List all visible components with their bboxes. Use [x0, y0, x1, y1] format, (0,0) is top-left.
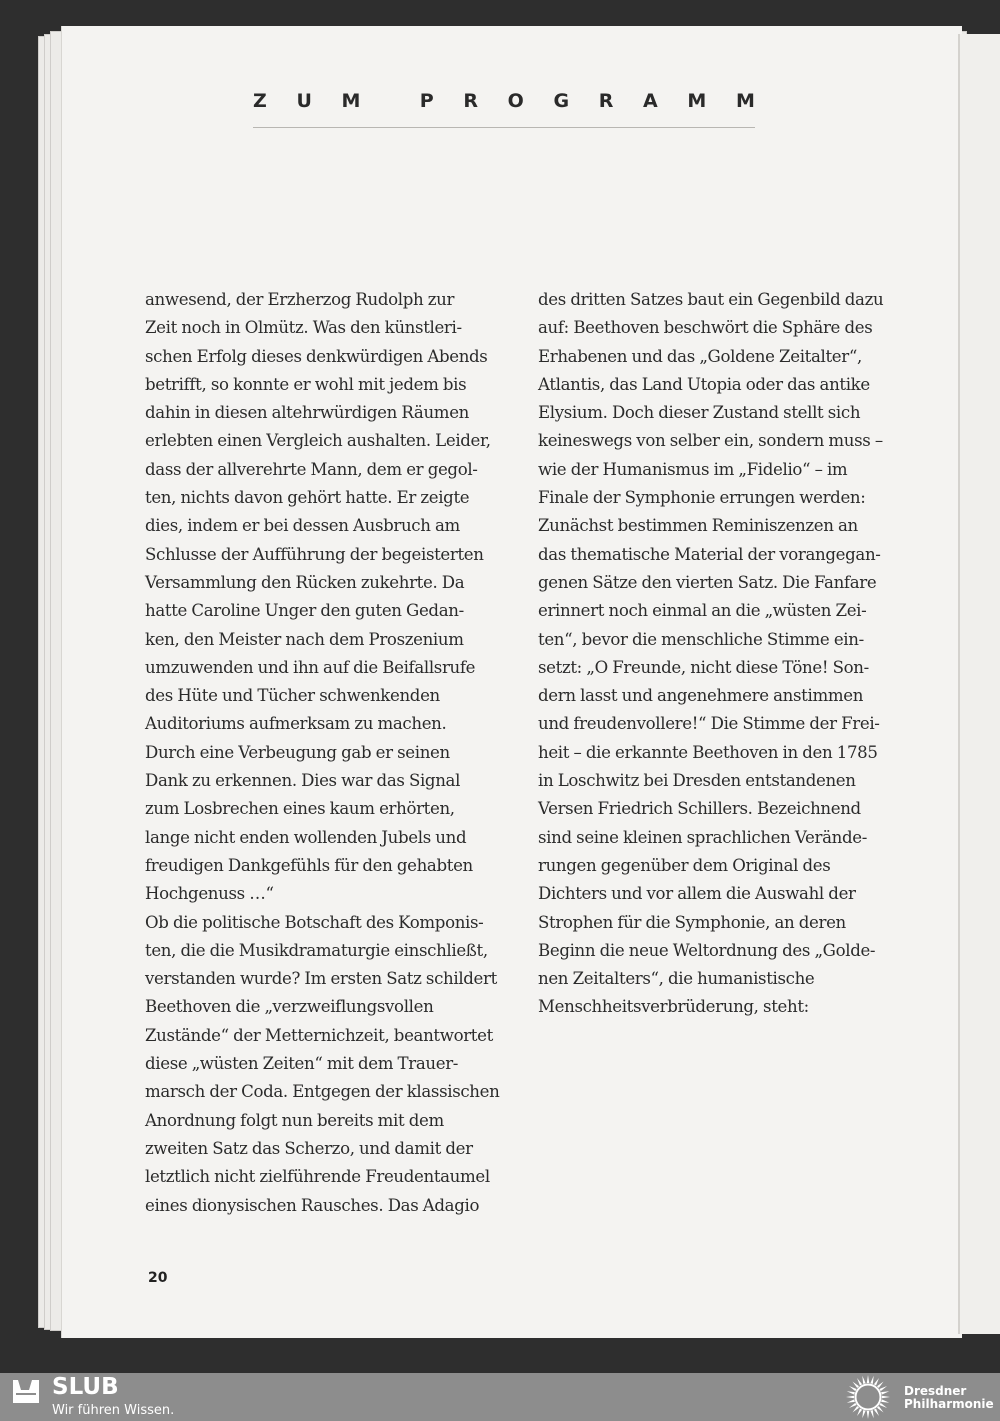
text-line: marsch der Coda. Entgegen der klassischen	[145, 1082, 500, 1102]
text-line: anwesend, der Erzherzog Rudolph zur	[145, 290, 455, 309]
slub-logo-icon[interactable]	[12, 1377, 40, 1405]
text-line: Auditoriums aufmerksam zu machen.	[145, 714, 447, 734]
text-line: dahin in diesen altehrwürdigen Räumen	[145, 403, 469, 423]
header-letter: U	[296, 90, 312, 112]
header-letter: R	[598, 90, 614, 112]
text-line: erlebten einen Vergleich aushalten. Leider,	[145, 431, 491, 451]
header-letter: M	[735, 90, 755, 112]
header-letter: G	[553, 90, 570, 112]
text-line: das thematische Material der vorangegan-	[538, 544, 881, 564]
logo-ray	[870, 1410, 873, 1418]
header-divider	[253, 127, 755, 128]
text-line: rungen gegenüber dem Original des	[538, 855, 831, 875]
text-line: Beginn die neue Weltordnung des „Golde-	[538, 940, 876, 960]
text-line: zum Losbrechen eines kaum erhörten,	[145, 799, 455, 819]
header-letter: M	[341, 90, 361, 112]
logo-ray	[852, 1406, 859, 1413]
header-letter: O	[507, 90, 524, 112]
logo-ray	[862, 1376, 865, 1384]
text-column-right	[538, 286, 888, 1022]
text-line: Zunächst bestimmen Reminiszenzen an	[538, 516, 858, 536]
logo-ray	[877, 1406, 884, 1413]
philharmonie-name-line2: Philharmonie	[904, 1397, 994, 1411]
facing-page-edge	[958, 34, 1000, 1334]
text-line: Anordnung folgt nun bereits mit dem	[145, 1110, 444, 1130]
text-line: wie der Humanismus im „Fidelio“ – im	[538, 459, 848, 479]
logo-ray	[847, 1399, 855, 1402]
text-line: freudigen Dankgefühls für den gehabten	[145, 855, 473, 875]
text-line: Strophen für die Symphonie, an deren	[538, 912, 846, 932]
text-line: keineswegs von selber ein, sondern muss –	[538, 431, 883, 451]
logo-ray	[852, 1381, 859, 1388]
text-line: des Hüte und Tücher schwenkenden	[145, 686, 440, 706]
text-line: Beethoven die „verzweiflungsvollen	[145, 997, 434, 1017]
header-letter: R	[463, 90, 478, 112]
logo-ray	[846, 1396, 854, 1399]
text-line: Durch eine Verbeugung gab er seinen	[145, 742, 450, 762]
text-line: dies, indem er bei dessen Ausbruch am	[145, 516, 460, 536]
logo-ray	[849, 1403, 857, 1408]
text-line: dass der allverehrte Mann, dem er gegol-	[145, 459, 478, 479]
philharmonie-name[interactable]	[904, 1385, 1000, 1411]
text-line: ten, die die Musikdramaturgie einschließt,	[145, 940, 488, 960]
text-line: diese „wüsten Zeiten“ mit dem Trauer-	[145, 1054, 459, 1074]
header-letter: P	[419, 90, 434, 112]
text-line: hatte Caroline Unger den guten Gedan-	[145, 601, 464, 621]
slub-tagline: Wir führen Wissen.	[52, 1403, 175, 1418]
text-line: Menschheitsverbrüderung, steht:	[538, 997, 809, 1017]
text-line: Zeit noch in Olmütz. Was den künstleri-	[145, 318, 462, 338]
text-line: Erhabenen und das „Goldene Zeitalter“,	[538, 346, 862, 366]
logo-ray	[867, 1375, 870, 1383]
text-line: Dichters und vor allem die Auswahl der	[538, 884, 856, 904]
header-letter: A	[643, 90, 658, 112]
text-line: umzuwenden und ihn auf die Beifallsrufe	[145, 657, 476, 677]
text-line: Finale der Symphonie errungen werden:	[538, 488, 866, 508]
logo-ray	[862, 1410, 865, 1418]
logo-ray	[879, 1386, 887, 1391]
text-line: ken, den Meister nach dem Proszenium	[145, 629, 464, 649]
text-line: zweiten Satz das Scherzo, und damit der	[145, 1138, 473, 1158]
text-line: Versen Friedrich Schillers. Bezeichnend	[538, 799, 861, 819]
slub-name[interactable]: SLUB	[52, 1374, 119, 1400]
text-line: Dank zu erkennen. Dies war das Signal	[145, 771, 461, 791]
text-line: Elysium. Doch dieser Zustand stellt sich	[538, 403, 861, 423]
text-line: erinnert noch einmal an die „wüsten Zei-	[538, 601, 867, 621]
text-line: Ob die politische Botschaft des Komponis-	[145, 912, 484, 932]
text-line: heit – die erkannte Beethoven in den 1785	[538, 742, 878, 762]
header-letter: Z	[253, 90, 267, 112]
text-line: verstanden wurde? Im ersten Satz schildert	[145, 969, 497, 989]
logo-ray	[867, 1411, 870, 1419]
logo-ray	[877, 1381, 884, 1388]
logo-ray	[849, 1386, 857, 1391]
text-line: Atlantis, das Land Utopia oder das antike	[538, 374, 870, 394]
logo-ray	[847, 1391, 855, 1394]
text-line: eines dionysischen Rausches. Das Adagio	[145, 1195, 480, 1215]
page-number: 20	[148, 1270, 168, 1286]
text-line: Zustände“ der Metternichzeit, beantwortet	[145, 1025, 493, 1045]
logo-ray	[881, 1399, 889, 1402]
text-line: ten, nichts davon gehört hatte. Er zeigte	[145, 488, 470, 508]
text-column-left	[145, 286, 500, 1220]
text-line: und freudenvollere!“ Die Stimme der Frei-	[538, 714, 880, 734]
logo-ray	[882, 1396, 890, 1399]
text-line: Hochgenuss …“	[145, 884, 274, 904]
header-letter: M	[687, 90, 707, 112]
text-line: ten“, bevor die menschliche Stimme ein-	[538, 629, 864, 649]
logo-ray	[857, 1408, 862, 1416]
text-line: auf: Beethoven beschwört die Sphäre des	[538, 318, 873, 338]
logo-ray	[870, 1376, 873, 1384]
text-line: nen Zeitalters“, die humanistische	[538, 969, 815, 989]
philharmonie-name-line1: Dresdner	[904, 1384, 967, 1398]
text-line: dern lasst und angenehmere anstimmen	[538, 686, 864, 706]
text-line: in Loschwitz bei Dresden entstandenen	[538, 771, 856, 791]
section-header	[253, 90, 755, 112]
text-line: lange nicht enden wollenden Jubels und	[145, 827, 467, 847]
text-line: schen Erfolg dieses denkwürdigen Abends	[145, 346, 488, 366]
logo-ray	[874, 1378, 879, 1386]
logo-ray	[881, 1391, 889, 1394]
logo-ray	[879, 1403, 887, 1408]
text-line: betrifft, so konnte er wohl mit jedem bis	[145, 374, 467, 394]
philharmonie-logo-icon[interactable]	[842, 1374, 894, 1420]
text-line: letztlich nicht zielführende Freudentaumel	[145, 1167, 490, 1187]
logo-ray	[857, 1378, 862, 1386]
logo-ray	[874, 1408, 879, 1416]
text-line: setzt: „O Freunde, nicht diese Töne! Son-	[538, 657, 869, 677]
text-line: des dritten Satzes baut ein Gegenbild dazu	[538, 290, 884, 309]
text-line: Versammlung den Rücken zukehrte. Da	[145, 572, 465, 592]
text-line: sind seine kleinen sprachlichen Verände-	[538, 827, 867, 847]
text-line: Schlusse der Aufführung der begeisterten	[145, 544, 484, 564]
text-line: genen Sätze den vierten Satz. Die Fanfare	[538, 572, 877, 592]
